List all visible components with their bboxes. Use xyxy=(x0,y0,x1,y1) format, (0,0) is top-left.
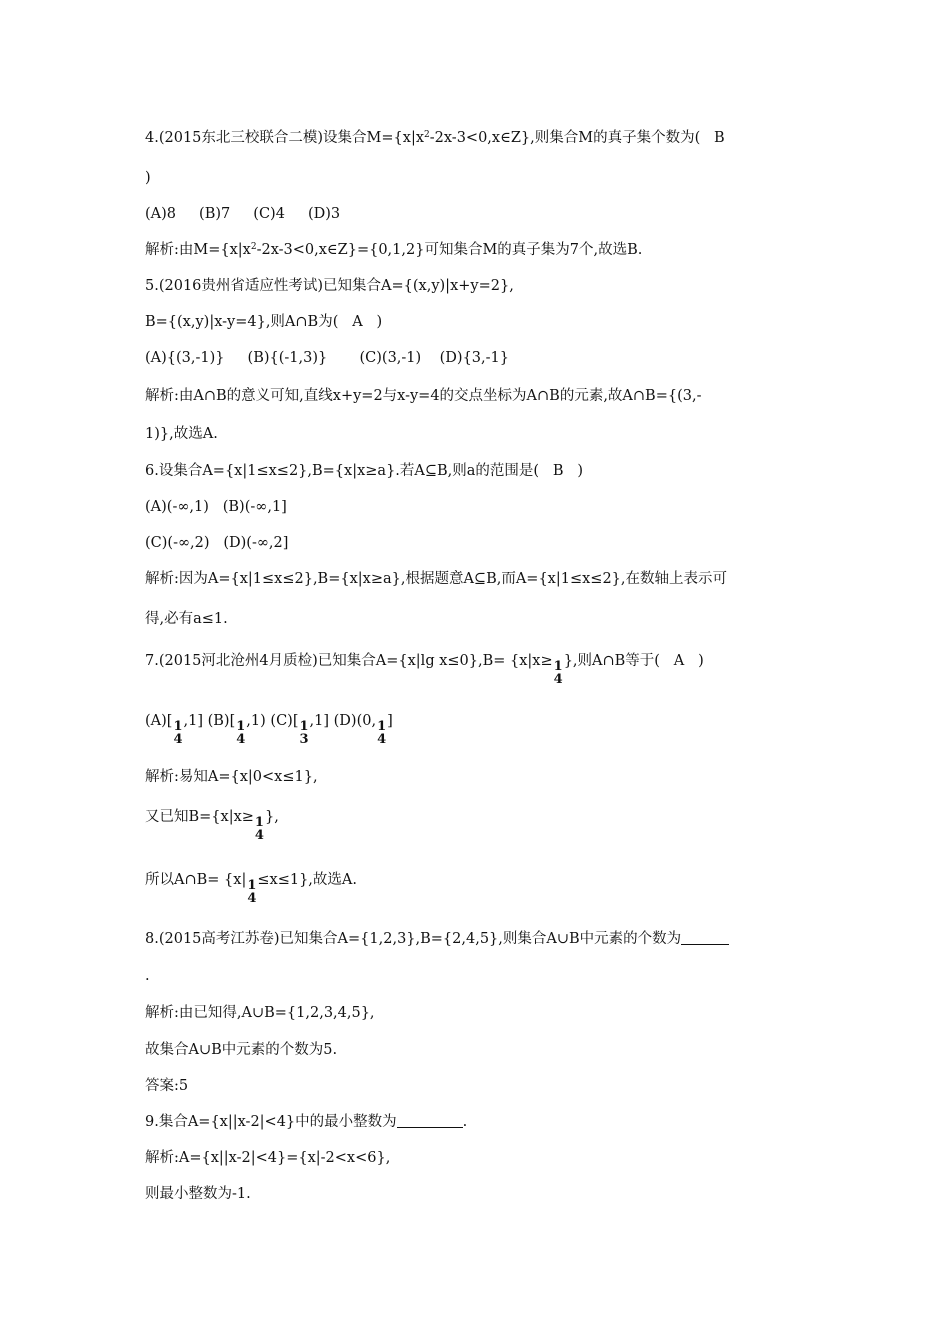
q5-stem-line2: B={(x,y)|x-y=4},则A∩B为( A ) xyxy=(145,314,383,330)
q6-solution: 解析:因为A={x|1≤x≤2},B={x|x≥a},根据题意A⊆B,而A={x|1≤x≤2},在数轴上表示可 xyxy=(145,571,728,587)
q8-answer: 答案:5 xyxy=(145,1078,189,1094)
q6-options-2: (C)(-∞,2) (D)(-∞,2] xyxy=(145,535,289,551)
q4-stem-end: ) xyxy=(145,170,151,186)
q6-solution-end: 得,必有a≤1. xyxy=(145,611,228,627)
fraction-one-quarter: 1 4 xyxy=(236,719,246,747)
fraction-one-quarter: 1 4 xyxy=(254,815,264,843)
q7-options: (A)[ 1 4 ,1] (B)[ 1 4 ,1) (C)[ 1 3 ,1] (D)(0, 1 4 ] xyxy=(145,713,393,747)
q6-stem: 6.设集合A={x|1≤x≤2},B={x|x≥a}.若A⊆B,则a的范围是( B ) xyxy=(145,463,584,479)
fraction-one-quarter: 1 4 xyxy=(377,719,387,747)
answer-blank xyxy=(397,1113,463,1128)
q8-solution-2: 故集合A∪B中元素的个数为5. xyxy=(145,1042,338,1058)
fraction-one-quarter: 1 4 xyxy=(247,878,257,906)
q9-solution-2: 则最小整数为-1. xyxy=(145,1186,251,1202)
fraction-one-quarter: 1 4 xyxy=(173,719,183,747)
q5-stem: 5.(2016贵州省适应性考试)已知集合A={(x,y)|x+y=2}, xyxy=(145,278,514,294)
q9-solution: 解析:A={x||x-2|<4}={x|-2<x<6}, xyxy=(145,1150,391,1166)
q9-stem: 9.集合A={x||x-2|<4}中的最小整数为 . xyxy=(145,1114,468,1130)
q7-stem: 7.(2015河北沧州4月质检)已知集合A={x|lg x≤0},B= {x|x≥ 1 4 },则A∩B等于( A ) xyxy=(145,653,704,687)
q7-solution-2: 又已知B={x|x≥ 1 4 }, xyxy=(145,809,279,843)
q5-solution-end: 1)},故选A. xyxy=(145,426,218,442)
q5-options: (A){(3,-1)} (B){(-1,3)} (C)(3,-1) (D){3,-1} xyxy=(145,350,509,366)
q8-stem-end: . xyxy=(145,968,150,984)
fraction-one-quarter: 1 4 xyxy=(553,659,563,687)
answer-blank xyxy=(681,930,729,945)
q6-options-1: (A)(-∞,1) (B)(-∞,1] xyxy=(145,499,287,515)
q7-solution: 解析:易知A={x|0<x≤1}, xyxy=(145,769,318,785)
fraction-one-third: 1 3 xyxy=(299,719,309,747)
q4-solution: 解析:由$M=\{x|x^2-2x-3<0,x\in Z\}=\{0,1,2\}$可知集合M的真子集为7个,故选B. xyxy=(145,242,643,258)
q8-solution: 解析:由已知得,A∪B={1,2,3,4,5}, xyxy=(145,1005,375,1021)
q7-solution-3: 所以A∩B= {x| 1 4 ≤x≤1},故选A. xyxy=(145,872,357,906)
q8-stem: 8.(2015高考江苏卷)已知集合A={1,2,3},B={2,4,5},则集合A∪B中元素的个数为 xyxy=(145,929,729,949)
q4-stem: 4.(2015东北三校联合二模)设集合$M=\{x|x^2-2x-3<0,x\in Z\}$,则集合M的真子集个数为( B xyxy=(145,130,725,146)
q5-solution: 解析:由A∩B的意义可知,直线x+y=2与x-y=4的交点坐标为A∩B的元素,故A∩B={(3,- xyxy=(145,388,702,404)
q4-options: (A)8 (B)7 (C)4 (D)3 xyxy=(145,206,341,222)
